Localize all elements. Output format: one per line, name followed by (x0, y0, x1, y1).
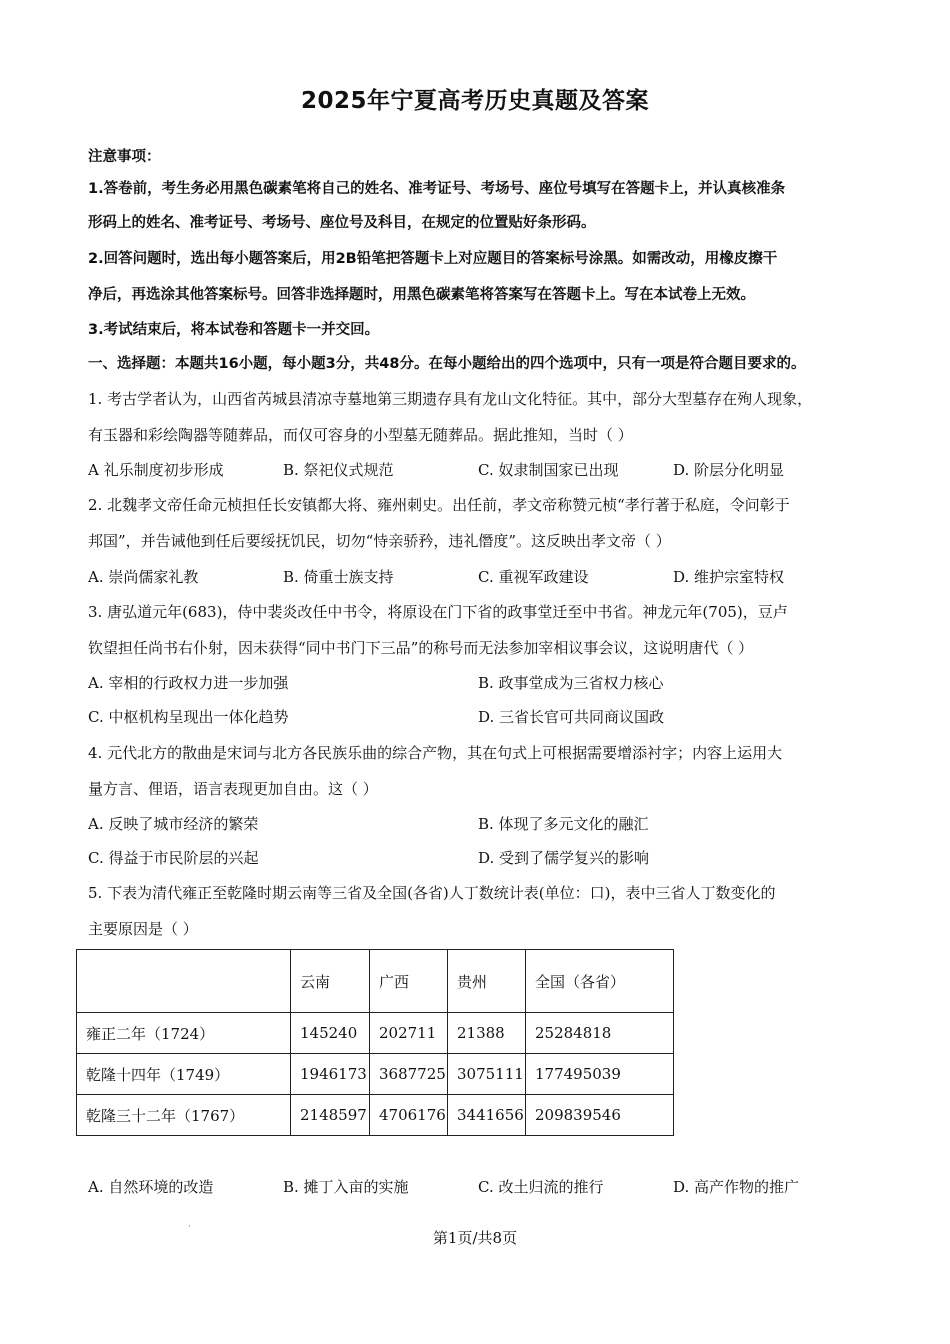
option-c: C. 中枢机构呈现出一体化趋势 (88, 708, 289, 726)
question-3-options-row-1 (88, 672, 868, 693)
notice-heading: 注意事项： (88, 149, 161, 165)
option-d: D. 阶层分化明显 (673, 461, 785, 479)
notice-item-1-line-1: 1.答卷前，考生务必用黑色碳素笔将自己的姓名、准考证号、考场号、座位号填写在答题卡上，并认真核准条 (88, 181, 786, 197)
page-number-footer: 第1页/共8页 (432, 1229, 518, 1247)
table-cell: 1946173 (291, 1054, 370, 1095)
notice-item-1-line-2: 形码上的姓名、准考证号、考场号、座位号及科目，在规定的位置贴好条形码。 (88, 215, 596, 231)
option-b: B. 倚重士族支持 (283, 568, 394, 586)
question-3-options-row-2 (88, 706, 868, 727)
option-b: B. 摊丁入亩的实施 (283, 1178, 409, 1196)
question-4-line-1: 4. 元代北方的散曲是宋词与北方各民族乐曲的综合产物，其在句式上可根据需要增添衬字；内容上运用大 (88, 744, 783, 762)
option-d: D. 维护宗室特权 (673, 568, 785, 586)
option-d: D. 受到了儒学复兴的影响 (478, 849, 650, 867)
question-5-line-2: 主要原因是（ ） (88, 920, 198, 938)
page-title: 2025年宁夏高考历史真题及答案 (300, 88, 649, 114)
question-2-line-2: 邦国”，并告诫他到任后要绥抚饥民，切勿“恃亲骄矜，违礼僭度”。这反映出孝文帝（ ） (88, 532, 671, 550)
table-cell: 3441656 (448, 1095, 526, 1136)
option-c: C. 改土归流的推行 (478, 1178, 604, 1196)
notice-item-2-line-1: 2.回答问题时，选出每小题答案后，用2B铅笔把答题卡上对应题目的答案标号涂黑。如需改动，用橡皮擦干 (88, 251, 778, 267)
table-header-cell: 全国（各省） (526, 950, 674, 1013)
table-cell: 177495039 (526, 1054, 674, 1095)
option-b: B. 政事堂成为三省权力核心 (478, 674, 664, 692)
table-cell: 3075111 (448, 1054, 526, 1095)
notice-item-2-line-2: 净后，再选涂其他答案标号。回答非选择题时，用黑色碳素笔将答案写在答题卡上。写在本试卷上无效。 (88, 287, 755, 303)
table-row (77, 1054, 674, 1095)
question-5-options (88, 1176, 868, 1197)
section-heading: 一、选择题：本题共16小题，每小题3分，共48分。在每小题给出的四个选项中，只有一项是符合题目要求的。 (88, 356, 806, 372)
question-4-line-2: 量方言、俚语，语言表现更加自由。这（ ） (88, 780, 378, 798)
table-cell: 202711 (370, 1013, 448, 1054)
table-row (77, 1013, 674, 1054)
table-cell: 乾隆十四年（1749） (77, 1054, 291, 1095)
table-cell: 145240 (291, 1013, 370, 1054)
option-b: B. 体现了多元文化的融汇 (478, 815, 649, 833)
table-cell: 乾隆三十二年（1767） (77, 1095, 291, 1136)
option-b: B. 祭祀仪式规范 (283, 461, 394, 479)
table-header-cell: 广西 (370, 950, 448, 1013)
question-3-line-2: 钦望担任尚书右仆射，因未获得“同中书门下三品”的称号而无法参加宰相议事会议，这说明唐代（ ） (88, 639, 754, 657)
stray-mark-dot: · (188, 1222, 191, 1232)
option-d: D. 高产作物的推广 (673, 1178, 800, 1196)
table-cell: 25284818 (526, 1013, 674, 1054)
question-1-line-2: 有玉器和彩绘陶器等随葬品，而仅可容身的小型墓无随葬品。据此推知，当时（ ） (88, 426, 633, 444)
question-4-options-row-2 (88, 847, 868, 868)
question-2-line-1: 2. 北魏孝文帝任命元桢担任长安镇都大将、雍州刺史。出任前，孝文帝称赞元桢“孝行著于私庭，令问彰于 (88, 496, 790, 514)
option-d: D. 三省长官可共同商议国政 (478, 708, 665, 726)
table-header-row (77, 950, 674, 1013)
question-4-options-row-1 (88, 813, 868, 834)
option-c: C. 奴隶制国家已出现 (478, 461, 619, 479)
question-1-options (88, 459, 868, 480)
option-c: C. 得益于市民阶层的兴起 (88, 849, 259, 867)
table-row (77, 1095, 674, 1136)
table-header-cell: 云南 (291, 950, 370, 1013)
option-c: C. 重视军政建设 (478, 568, 589, 586)
table-cell: 4706176 (370, 1095, 448, 1136)
option-a: A. 宰相的行政权力进一步加强 (88, 674, 289, 692)
question-2-options (88, 566, 868, 587)
table-cell: 2148597 (291, 1095, 370, 1136)
option-a: A. 反映了城市经济的繁荣 (88, 815, 259, 833)
table-header-cell (77, 950, 291, 1013)
table-cell: 雍正二年（1724） (77, 1013, 291, 1054)
table-header-cell: 贵州 (448, 950, 526, 1013)
table-cell: 21388 (448, 1013, 526, 1054)
question-5-line-1: 5. 下表为清代雍正至乾隆时期云南等三省及全国(各省)人丁数统计表(单位：口)，表中三省人丁数变化的 (88, 884, 776, 902)
table-cell: 209839546 (526, 1095, 674, 1136)
option-a: A. 崇尚儒家礼教 (88, 568, 199, 586)
question-1-line-1: 1. 考古学者认为，山西省芮城县清凉寺墓地第三期遗存具有龙山文化特征。其中，部分大型墓存在殉人现象， (88, 390, 813, 408)
option-a: A. 自然环境的改造 (88, 1178, 214, 1196)
notice-item-3: 3.考试结束后，将本试卷和答题卡一并交回。 (88, 322, 380, 338)
question-3-line-1: 3. 唐弘道元年(683)，侍中裴炎改任中书令，将原设在门下省的政事堂迁至中书省。神龙元年(705)，豆卢 (88, 603, 788, 621)
table-cell: 3687725 (370, 1054, 448, 1095)
population-table (76, 949, 674, 1136)
option-a: A 礼乐制度初步形成 (88, 461, 224, 479)
